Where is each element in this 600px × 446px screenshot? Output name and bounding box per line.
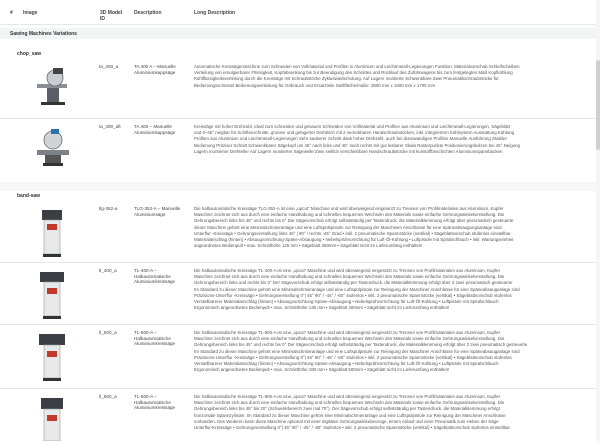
long-description: Die halbautomatische Kreissäge TL-500-A ist eine „upcut" Maschine und wird überwiegend eingesetzt zu Trennen von Profilmaterialen aus Aluminium, Kupfer Maschine zeichnet sich aus durch eine einfache Handhabung und schnelles bequemes Wechseln des Materials sowie einfache Gehrungswinkelverstellung. Die Gehrungsbereich links bis 45° und rechts bis 0° Der Sägevorschub erfolgt selbstständig per Tastendruck, die Materialklemmung erfolgt über 2 zwei pneumatisch gesteuerte Im Standard zu dieser Maschine gehört eine Minimalschmieranlage und eine Luftspülpistole zur Reinigung der Maschine! Anschlüsse für eine Späneabsauganlage sind Präzisions-Unterflur -Kreissäge • Gehrungsverstellung 0°| 45° 90° / -45° / -60° stufenlos • inkl. 2 pneumatische Spannstöcke (vertikal) • Sägeblattvorschub stufenlos Verstellbarerer Materialanschlag (hinten) • Absaugvorrichtung-Späne-Absaugung • Nebelsprühvorrichtung für Luft-Öl-Kühlung • Luftpistole mit Spiralschlauch Ergonomisch angeordnetes Bedienpult • max. Schnitthöhe 180 mm • Sägeblatt 500mm • Sägeblatt nicht im Lieferumfang enthalten!: [194, 330, 528, 373]
product-thumbnail[interactable]: [37, 330, 67, 382]
col-image-header: Image: [23, 10, 38, 16]
col-description-header: Description: [134, 10, 162, 16]
product-description: TL-400-A – Halbautomatische Aluminiumkreissäge: [134, 268, 176, 285]
subgroup-title-chop-saw: chop_saw: [17, 51, 42, 57]
model-id: tl_600_a: [99, 394, 117, 399]
product-thumbnail[interactable]: [37, 394, 67, 441]
long-description: Die halbautomatische Kreissäge TL-400-A ist eine „upcut" Maschine und wird überwiegend eingesetzt zu Trennen von Profilmaterialen aus Aluminium, Kupfer Maschine zeichnet sich aus durch eine einfache Handhabung und schnelles bequemes Wechseln des Materials sowie einfache Gehrungswinkelverstellung. Die Gehrungsbereich links und rechts bis 0° Der Sägevorschub erfolgt selbstständig per Tastendruck, die Materialklemmung erfolgt über 2 zwei pneumatisch gesteuerte Im Standard zu dieser Maschine gehört eine Minimalschmieranlage und eine Luftspülpistole zur Reinigung der Maschine! Anschlüsse für eine Späneabsauganlage sind Präzisions-Unterflur -Kreissäge • Gehrungsverstellung 0°| 45° 90° / -45° / -60° stufenlos • inkl. 2 pneumatische Spannstöcke (vertikal) • Sägeblattvorschub stufenlos Verstellbarerer Materialanschlag (hinten) • Absaugvorrichtung-Späne-Absaugung • Nebelsprühvorrichtung für Luft-Öl-Kühlung • Luftpistole mit Spiralschlauch Ergonomisch angeordnetes Bedienpult • max. Schnitthöhe 130 mm • Sägeblatt 400mm • Sägeblatt nicht im Lieferumfang enthalten!: [194, 268, 520, 311]
product-thumbnail[interactable]: [33, 64, 73, 109]
col-long-description-header: Long Description: [194, 10, 236, 16]
product-description: TA 400 – Manuelle Aluminiumkappsäge: [134, 124, 176, 135]
product-description: TA 400 A – Manuelle Aluminiumkappsäge: [134, 64, 176, 75]
col-number-header: #: [10, 10, 13, 16]
product-description: TL-500-A – Halbautomatische Aluminiumkreissäge: [134, 330, 176, 347]
long-description: Die halbautomatische Kreissäge TLG-352-A ist eine „upcut" Maschine und wird überwiegend eingesetzt zu Trennen von Profilmaterialen aus Aluminium, Kupfer Maschine zeichnet sich aus durch eine einfache Handhabung und schnelles bequemes Wechseln des Materials sowie einfache Gehrungswinkelverstellung. Die Gehrungsbereich links bis 45° und rechts bis 0° Der Sägevorschub erfolgt selbstständig per Tastendruck, die Materialklemmung erfolgt über pneumatisch gesteuerte dieser Maschine gehört eine Minimalschmieranlage und eine Luftspülspistole zur Reinigung der Maschinen Anschlüsse für eine Späneabsaugungsanlage sind Unterflur -Kreissäge • Gehrungsverstellung links 45° | 90° / rechts -45° Grad • inkl. 2 pneumatische Spannstöcke (vertikal) • Sägeblattvorschub stufenlos einstellbar Materialanschlag (hinten) • Absaugvorrichtung-Späne-Absaugung • Nebelsprühvorrichtung für Luft-Öl-Kühlung • Luftpistole mit Spiralschlauch • inkl. Wartungseinheit angeordnetes Bedienpult • max. Schnitthöhe 125 mm • Sägeblatt 350mm • Sägeblatt nicht im Lieferumfang enthalten!: [194, 206, 514, 249]
model-id: ta_400_aft: [99, 124, 121, 129]
model-id: ta_400_a: [99, 64, 119, 69]
col-model-header: 3D Model ID: [100, 10, 123, 22]
model-id: tl_400_a: [99, 268, 117, 273]
product-thumbnail[interactable]: [37, 206, 67, 258]
subgroup-title-band-saw: band-saw: [17, 193, 41, 199]
long-description: Die halbautomatische Kreissäge TL-600-A ist eine „upcut" Maschine und wird überwiegend eingesetzt zu Trennen von Profilmaterialen aus Aluminium, Kupfer Maschine zeichnet sich aus durch eine einfache Handhabung und schnelles bequemes Wechseln des Materials sowie einfache Gehrungswinkelverstellung. Die Gehrungsbereich links bis 45° bis 20° (Schwenkbereich zwei mal 70°). Der Sägevorschub erfolgt selbstständig per Tastendruck, die Materialklemmung erfolgt horizontale Spannzylinder. Im Standard zu dieser Maschine gehört eine Minimalschmieranlage und eine Luftspülpistole zur Reinigung der Maschine! Anschlüsse vorhanden. Des Weiteren kann diese Maschine optional mit einer digitalen Gehrungswinkelanzeige, einem Anlauf und einer Pneumatik zum Heben der Säge Unterflur-Kreissäge • Gehrungsverstellung 0°| 45° 90° / -45° / -60° stufenlos • inkl. 2 pneumatische Spannstöcke (vertikal) • Sägeblattvorschub stufenlos einstellbar: [194, 394, 510, 431]
product-description: TLG-352-A – Manuelle Aluminiumsäge: [134, 206, 181, 217]
product-description: TL-600-A – Halbautomatische Aluminiumkreissäge: [134, 394, 176, 411]
scrollbar-thumb[interactable]: [596, 60, 600, 150]
long-description: Automatische Kreissägemaschine zum Schneiden von Vollmaterial und Profilen in Aluminium und Leichtmetall-Legierungen Funktion: Materialvorschub Schleifscheiben Verteilung von emulgierbarer Flüssigkeit, Kopfabsenkung bis zur Beendigung des Schnittes und Rücklauf des Zuführwagens bis zum festgelegten Maß Kopfkühlung Kühlflüssigkeitsverteilung durch die Kreissäge mit Schraubstöcke Zykluswiederholung. Auf Lagern montierte Schwenkbare Zwei Pneumatikschraubstöcke für Bedienungsschüssel Bedienungseinleitung für Gebrauch und Ersatzteile Stellfläche/maße: 3800 mm x 1600 mm x 1700 mm: [194, 64, 520, 88]
product-thumbnail[interactable]: [33, 124, 73, 170]
long-description: Kreissäge mit hoher Drehzahl, ideal zum schneiden und genauen Schneiden von Vollmaterial und Profilen aus Aluminium und Leichtmetall-Legierungen, Sägeblatt und 0–45° neigbar für Schiftenschnitte, grosser und gelagerter Drehtisch mit 2 verriebbaren Handschraubstöcken, inkl. integriertem Kühlsystem Ausstattung Kühlung Profilen aus Aluminium und Leichtmetall-Legierungen Sehr sauberer Schnitt dank hoher Drehzahl, auch bei dünnwandigen Profilen Manuelle Ausführung Stabiler Bedienung Prüziser Schnitt Schwenkbarer Sägekopf um 45° nach links und 45° nach rechts mit gut lesbarer Skala Rasterpunkte Positionierungsbolzen bei 45° Neigung Lagern montierter Drehteller Auf Lagern montierter Sägewelle Zwei seitlich verschiebbare Handschraubstöcke mit kunstoffbeschichten Aluminiumspannbacken: [194, 124, 520, 154]
group-row-sawing: [0, 28, 600, 39]
model-id: tlg-352-a: [99, 206, 118, 211]
group-title: Sawing Machines Variations: [10, 31, 77, 37]
model-id: tl_500_a: [99, 330, 117, 335]
product-thumbnail[interactable]: [37, 268, 67, 320]
